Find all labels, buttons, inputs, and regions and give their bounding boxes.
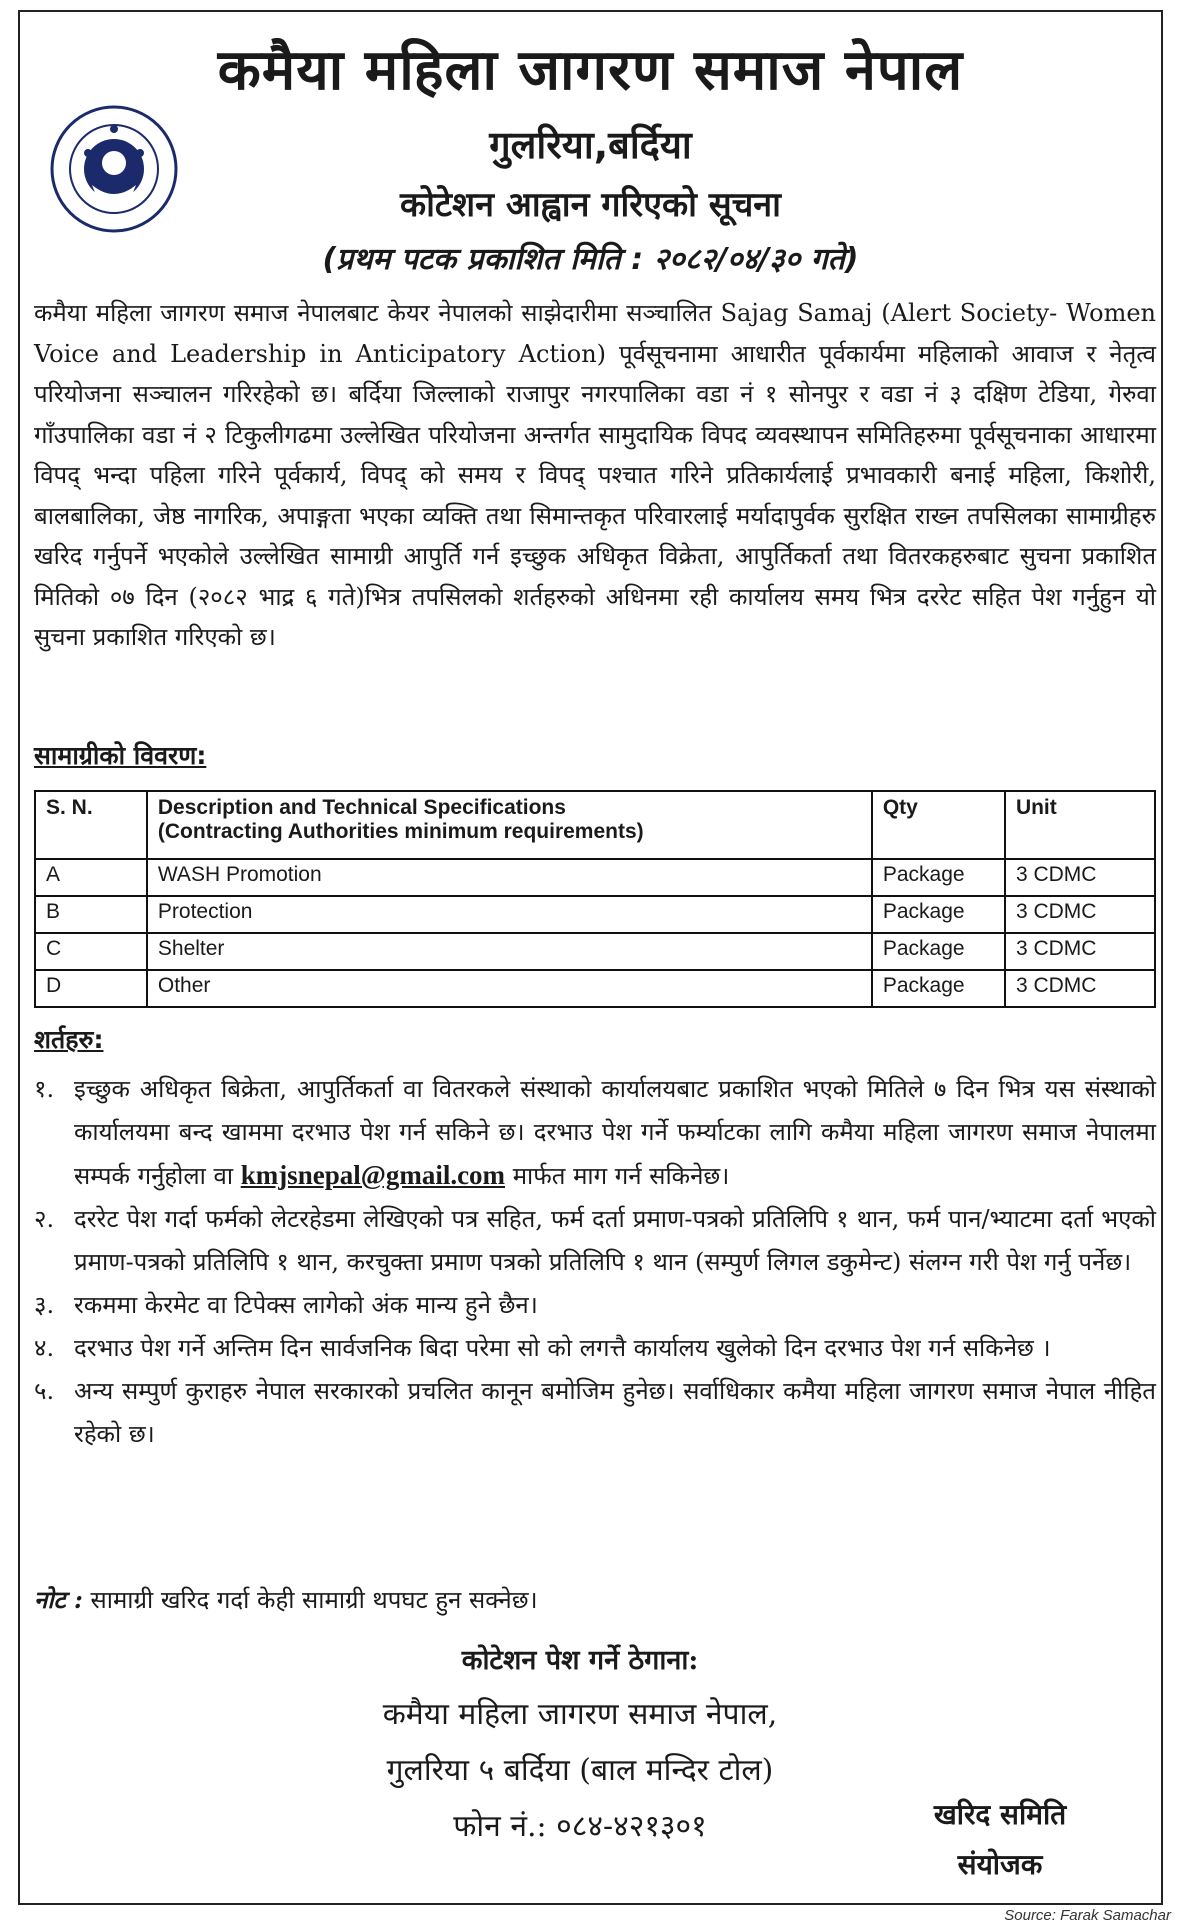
term-number: ५. bbox=[34, 1377, 55, 1405]
notice-title: कोटेशन आह्वान गरिएको सूचना bbox=[400, 185, 781, 225]
organization-name: कमैया महिला जागरण समाज नेपाल bbox=[217, 38, 964, 103]
row-sn: B bbox=[35, 896, 147, 933]
term-number: १. bbox=[34, 1075, 55, 1103]
term-number: २. bbox=[34, 1205, 55, 1233]
intro-paragraph: कमैया महिला जागरण समाज नेपालबाट केयर नेपालको साझेदारीमा सञ्चालित Sajag Samaj (Alert Society- Women Voice and Leadership in Anticipatory Action) पूर्वसूचनामा आधारीत पूर्वकार्यमा महिलाको आवाज र नेतृत्व परियोजना सञ्चालन गरिरहेको छ। बर्दिया जिल्लाको राजापुर नगरपालिका वडा नं १ सोनपुर र वडा नं ३ दक्षिण टेडिया, गेरुवा गाँउपालिका वडा नं २ टिकुलीगढमा उल्लेखित परियोजना अन्तर्गत सामुदायिक विपद व्यवस्थापन समितिहरुमा पूर्वसूचनाका आधारमा विपद् भन्दा पहिला गरिने पूर्वकार्य, विपद् को समय र विपद् पश्चात गरिने प्रतिकार्यलाई प्रभावकारी बनाई महिला, किशोरी, बालबालिका, जेष्ठ नागरिक, अपाङ्गता भएका व्यक्ति तथा सिमान्तकृत परिवारलाई मर्यादापुर्वक सुरक्षित राख्न तपसिलका सामाग्रीहरु खरिद गर्नुपर्ने भएकोले उल्लेखित सामाग्री आपुर्ति गर्न इच्छुक अधिकृत विक्रेता, आपुर्तिकर्ता तथा वितरकहरुबाट सुचना प्रकाशित मितिको ०७ दिन (२०८२ भाद्र ६ गते)भित्र तपसिलको शर्तहरुको अधिनमा रही कार्यालय समय भित्र दररेट सहित पेश गर्नुहुन यो सुचना प्रकाशित गरिएको छ। bbox=[34, 299, 1156, 651]
table-row bbox=[35, 970, 1155, 1007]
term-item-2 bbox=[34, 1198, 1156, 1284]
address-heading: कोटेशन पेश गर्ने ठेगाना: bbox=[461, 1645, 699, 1676]
term-text: इच्छुक अधिकृत बिक्रेता, आपुर्तिकर्ता वा वितरकले संस्थाको कार्यालयबाट प्रकाशित भएको मितिले ७ दिन भित्र यस संस्थाको कार्यालयमा बन्द खाममा दरभाउ पेश गर्न सकिने छ। दरभाउ पेश गर्ने फर्म्याटका लागि कमैया महिला जागरण समाज नेपालमा सम्पर्क गर्नुहोला वा bbox=[74, 1075, 1156, 1190]
row-sn: C bbox=[35, 933, 147, 970]
table-header-row bbox=[35, 791, 1155, 859]
publish-date: (प्रथम पटक प्रकाशित मिति : २०८२/०४/३० गते) bbox=[322, 242, 859, 277]
term-text: रकममा केरमेट वा टिपेक्स लागेको अंक मान्य हुने छैन। bbox=[74, 1291, 538, 1319]
materials-table bbox=[34, 790, 1156, 1008]
term-item-5 bbox=[34, 1370, 1156, 1456]
term-text: अन्य सम्पुर्ण कुराहरु नेपाल सरकारको प्रचलित कानून बमोजिम हुनेछ। सर्वाधिकार कमैया महिला जागरण समाज नेपाल नीहित रहेको छ। bbox=[74, 1377, 1156, 1448]
row-unit: 3 CDMC bbox=[1005, 933, 1155, 970]
term-item-1 bbox=[34, 1068, 1156, 1198]
row-sn: D bbox=[35, 970, 147, 1007]
term-number: ३. bbox=[34, 1291, 55, 1319]
row-qty: Package bbox=[872, 859, 1005, 896]
note bbox=[34, 1583, 538, 1616]
terms-heading: शर्तहरु: bbox=[34, 1025, 104, 1054]
submission-address bbox=[300, 1640, 860, 1855]
term-item-3 bbox=[34, 1284, 1156, 1327]
row-qty: Package bbox=[872, 970, 1005, 1007]
note-label: नोट : bbox=[34, 1585, 83, 1614]
row-unit: 3 CDMC bbox=[1005, 896, 1155, 933]
materials-heading: सामाग्रीको विवरण: bbox=[34, 741, 207, 770]
note-text: सामाग्री खरिद गर्दा केही सामाग्री थपघट हुन सक्नेछ। bbox=[90, 1586, 538, 1614]
signature-title: संयोजक bbox=[957, 1848, 1043, 1881]
header-description-line1: Description and Technical Specifications bbox=[157, 796, 566, 819]
address-phone: फोन नं.: ०८४-४२१३०१ bbox=[453, 1809, 707, 1844]
terms-list bbox=[34, 1068, 1156, 1456]
term-item-4 bbox=[34, 1327, 1156, 1370]
row-description: Shelter bbox=[147, 933, 872, 970]
table-row bbox=[35, 859, 1155, 896]
header-qty: Qty bbox=[872, 791, 1005, 859]
signature-committee: खरिद समिति bbox=[933, 1798, 1067, 1831]
header-description-line2: (Contracting Authorities minimum requirements) bbox=[157, 820, 644, 843]
row-description: WASH Promotion bbox=[147, 859, 872, 896]
term-text: दररेट पेश गर्दा फर्मको लेटरहेडमा लेखिएको पत्र सहित, फर्म दर्ता प्रमाण-पत्रको प्रतिलिपि १ थान, फर्म पान/भ्याटमा दर्ता भएको प्रमाण-पत्रको प्रतिलिपि १ थान, करचुक्ता प्रमाण पत्रको प्रतिलिपि १ थान (सम्पुर्ण लिगल डकुमेन्ट) संलग्न गरी पेश गर्नु पर्नेछ। bbox=[74, 1205, 1156, 1276]
header-unit: Unit bbox=[1005, 791, 1155, 859]
row-sn: A bbox=[35, 859, 147, 896]
row-unit: 3 CDMC bbox=[1005, 859, 1155, 896]
term-text-tail: मार्फत माग गर्न सकिनेछ। bbox=[512, 1162, 730, 1190]
row-description: Other bbox=[147, 970, 872, 1007]
header-description bbox=[147, 791, 872, 859]
row-unit: 3 CDMC bbox=[1005, 970, 1155, 1007]
header-sn: S. N. bbox=[35, 791, 147, 859]
row-qty: Package bbox=[872, 896, 1005, 933]
email-link[interactable]: kmjsnepal@gmail.com bbox=[240, 1160, 506, 1190]
row-qty: Package bbox=[872, 933, 1005, 970]
organization-logo bbox=[48, 103, 180, 235]
address-line-1: कमैया महिला जागरण समाज नेपाल, bbox=[382, 1697, 778, 1732]
term-text: दरभाउ पेश गर्ने अन्तिम दिन सार्वजनिक बिदा परेमा सो को लगत्तै कार्यालय खुलेको दिन दरभाउ पेश गर्न सकिनेछ । bbox=[74, 1334, 1051, 1362]
term-number: ४. bbox=[34, 1334, 55, 1362]
row-description: Protection bbox=[147, 896, 872, 933]
address-line-2: गुलरिया ५ बर्दिया (बाल मन्दिर टोल) bbox=[386, 1753, 774, 1788]
source-credit: Source: Farak Samachar bbox=[1004, 1907, 1171, 1924]
table-row bbox=[35, 933, 1155, 970]
organization-location: गुलरिया,बर्दिया bbox=[489, 123, 692, 167]
table-row bbox=[35, 896, 1155, 933]
signature-block bbox=[900, 1790, 1100, 1890]
